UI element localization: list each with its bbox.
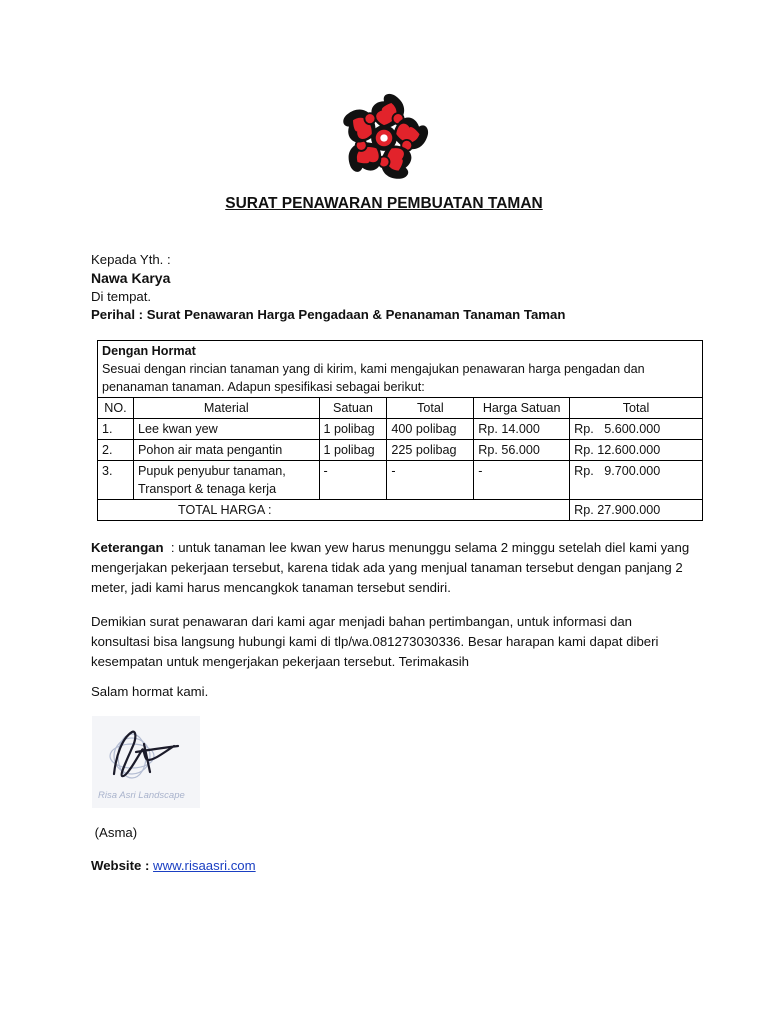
signature-stamp-icon (92, 716, 200, 808)
table-cell: 1 polibag (319, 419, 387, 440)
table-intro-text: Sesuai dengan rincian tanaman yang di kirim, kami mengajukan penawaran harga pengadan dan penanaman tanaman. Adapun spesifikasi sebagai berikut: (102, 362, 645, 394)
table-greeting: Dengan Hormat (102, 344, 196, 358)
stamp-text: Risa Asri Landscape (98, 790, 185, 801)
table-cell: - (474, 461, 570, 500)
keterangan-text: : untuk tanaman lee kwan yew harus menunggu selama 2 minggu setelah diel kami yang mengerjakan pekerjaan tersebut, karena tidak ada yang menjual tanaman tersebut dengan panjang 2 meter, jadi kami harus mencangkok tanaman tersebut sendiri. (91, 540, 693, 595)
table-total-row (98, 500, 703, 521)
signer-name: (Asma) (91, 825, 138, 840)
table-cell: - (387, 461, 474, 500)
table-cell: 3. (98, 461, 134, 500)
offer-table (97, 340, 703, 521)
keterangan-paragraph (91, 538, 691, 598)
table-cell: Lee kwan yew (133, 419, 319, 440)
table-cell: 1 polibag (319, 440, 387, 461)
logo-dot (364, 113, 375, 124)
table-header-row (98, 398, 703, 419)
table-row (98, 461, 703, 500)
total-label: TOTAL HARGA : (98, 500, 570, 521)
recipient-name: Nawa Karya (91, 270, 171, 286)
salam-text: Salam hormat kami. (91, 684, 209, 699)
table-cell: Rp. 5.600.000 (570, 419, 703, 440)
closing-paragraph: Demikian surat penawaran dari kami agar menjadi bahan pertimbangan, untuk informasi dan konsultasi bisa langsung hubungi kami di tlp/wa.081273030336. Besar harapan kami dapat diberi kesempatan untuk mengerjakan pekerjaan tersebut. Terimakasih (91, 614, 659, 669)
table-cell: Rp. 56.000 (474, 440, 570, 461)
letter-subject: Perihal : Surat Penawaran Harga Pengadaan & Penanaman Tanaman Taman (91, 307, 566, 322)
keterangan-label: Keterangan (91, 540, 164, 555)
column-header: Harga Satuan (474, 398, 570, 419)
table-cell: 225 polibag (387, 440, 474, 461)
table-cell: Rp. 12.600.000 (570, 440, 703, 461)
table-cell: 2. (98, 440, 134, 461)
table-intro-row (98, 341, 703, 398)
table-cell: 1. (98, 419, 134, 440)
column-header: NO. (98, 398, 134, 419)
table-row (98, 440, 703, 461)
table-row (98, 419, 703, 440)
table-cell: Rp. 9.700.000 (570, 461, 703, 500)
column-header: Material (133, 398, 319, 419)
table-cell: - (319, 461, 387, 500)
recipient-place: Di tempat. (91, 289, 152, 304)
table-cell: Rp. 14.000 (474, 419, 570, 440)
website-label: Website : (91, 858, 154, 873)
column-header: Total (387, 398, 474, 419)
table-cell: Pupuk penyubur tanaman, Transport & tenaga kerja (133, 461, 319, 500)
table-cell: Pohon air mata pengantin (133, 440, 319, 461)
letter-title: SURAT PENAWARAN PEMBUATAN TAMAN (225, 195, 543, 212)
column-header: Satuan (319, 398, 387, 419)
column-header: Total (570, 398, 703, 419)
recipient-kepada: Kepada Yth. : (91, 252, 171, 267)
table-cell: 400 polibag (387, 419, 474, 440)
website-line (91, 858, 256, 873)
total-value: Rp. 27.900.000 (570, 500, 703, 521)
website-link[interactable]: www.risaasri.com (153, 858, 256, 873)
flower-logo-icon (338, 92, 430, 184)
